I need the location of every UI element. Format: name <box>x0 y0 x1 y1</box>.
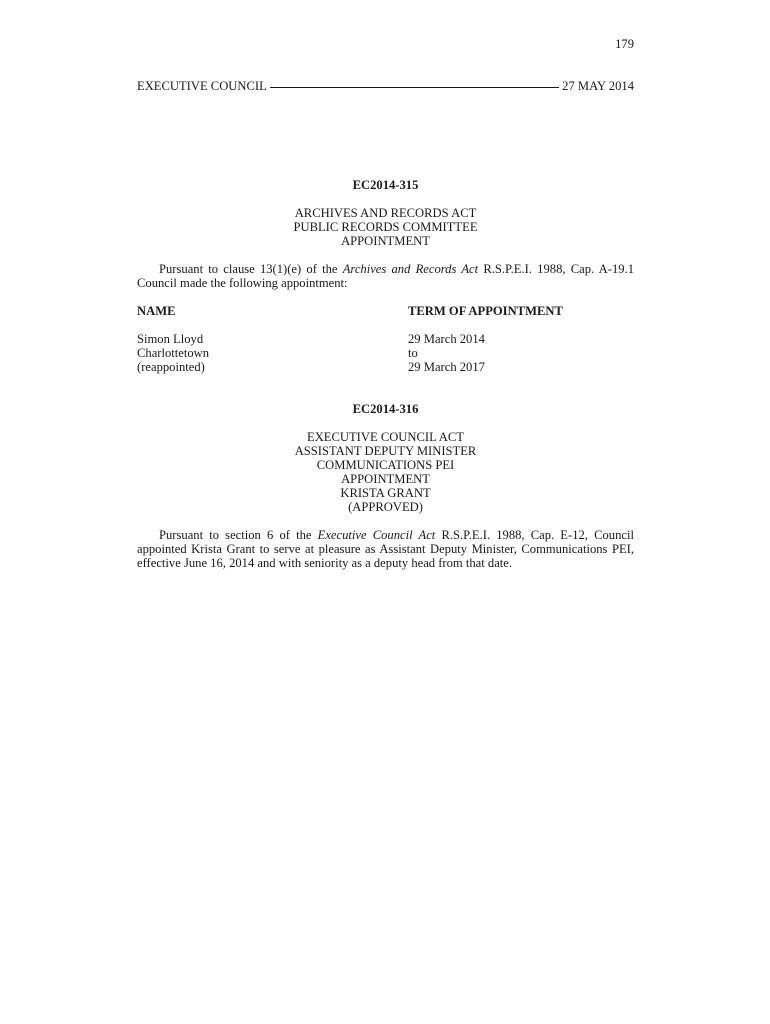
order-title-line: ASSISTANT DEPUTY MINISTER <box>294 444 477 458</box>
order-title <box>137 206 634 248</box>
order-title-line: COMMUNICATIONS PEI <box>316 458 455 472</box>
header-rule <box>270 87 559 88</box>
appointee-line: Charlottetown <box>137 346 210 360</box>
order-title-line: (APPROVED) <box>348 500 423 514</box>
act-title: Executive Council Act <box>317 528 436 542</box>
order-body-text: Pursuant to section 6 of the <box>159 528 318 542</box>
act-title: Archives and Records Act <box>342 262 479 276</box>
appointee-line: Simon Lloyd <box>137 332 204 346</box>
column-header-name: NAME <box>137 304 176 318</box>
appointment-table-header <box>137 304 634 318</box>
page-number: 179 <box>615 37 634 51</box>
term-line: to <box>408 346 418 360</box>
order-body-text: Pursuant to clause 13(1)(e) of the <box>159 262 343 276</box>
order-title-line: APPOINTMENT <box>341 472 430 486</box>
order-body <box>137 528 634 570</box>
term-cell <box>408 332 634 374</box>
running-header-title: EXECUTIVE COUNCIL <box>137 79 267 93</box>
running-header <box>137 79 634 93</box>
order-title-line: APPOINTMENT <box>341 234 430 248</box>
order-number: EC2014-316 <box>352 402 419 416</box>
term-line: 29 March 2014 <box>408 332 485 346</box>
appointment-table-row <box>137 332 634 374</box>
running-header-date: 27 MAY 2014 <box>562 79 634 93</box>
order-body-text: R.S.P.E.I. 1988, Cap. A-19.1 Council made the following appointment: <box>137 262 634 290</box>
term-line: 29 March 2017 <box>408 360 485 374</box>
order-title-line: ARCHIVES AND RECORDS ACT <box>294 206 477 220</box>
order-title-line: EXECUTIVE COUNCIL ACT <box>307 430 464 444</box>
order-title-line: PUBLIC RECORDS COMMITTEE <box>293 220 478 234</box>
order-number: EC2014-315 <box>352 178 419 192</box>
column-header-term: TERM OF APPOINTMENT <box>408 304 563 318</box>
order-body-text: R.S.P.E.I. 1988, Cap. E-12, Council appointed Krista Grant to serve at pleasure as Assistant Deputy Minister, Communications PEI, effective June 16, 2014 and with seniority as a deputy head from that date. <box>137 528 634 570</box>
appointee-name-cell <box>137 332 408 374</box>
order-title <box>137 430 634 514</box>
order-title-line: KRISTA GRANT <box>340 486 431 500</box>
order-body <box>137 262 634 290</box>
appointee-line: (reappointed) <box>137 360 205 374</box>
